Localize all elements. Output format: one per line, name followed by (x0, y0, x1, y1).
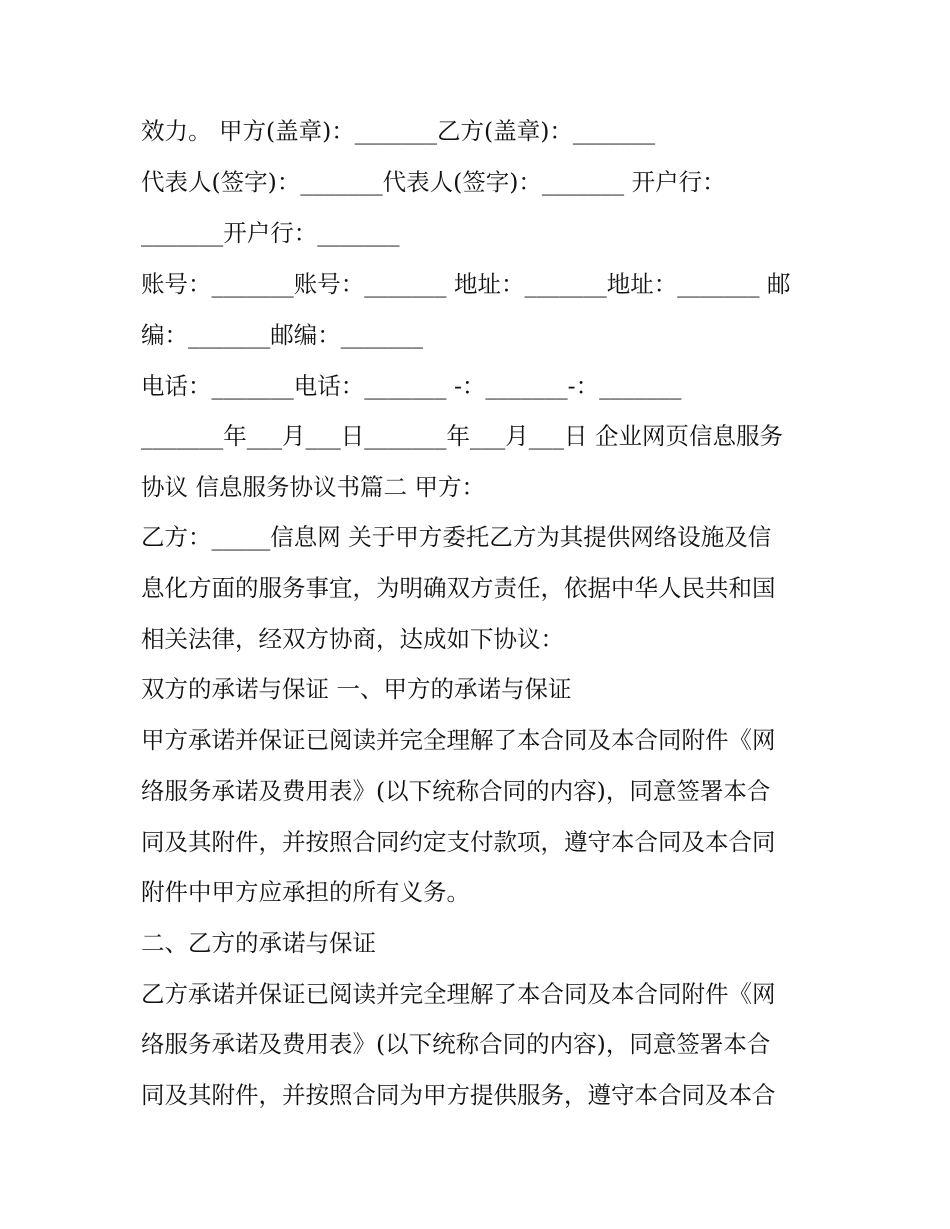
text-line: 双方的承诺与保证 一、甲方的承诺与保证 (141, 675, 572, 703)
text-line: 代表人(签字)：_______代表人(签字)：_______ 开户行： (141, 168, 726, 196)
text-line: 附件中甲方应承担的所有义务。 (141, 878, 470, 906)
text-line: 相关法律，经双方协商，达成如下协议： (141, 625, 564, 653)
text-line: 电话：_______电话：_______ -：_______-：_______ (141, 372, 682, 400)
text-line: _______开户行：_______ (141, 219, 400, 247)
text-line: 账号：_______账号：_______ 地址：_______地址：_______ 邮 (141, 270, 791, 298)
text-line: 络服务承诺及费用表》(以下统称合同的内容)，同意签署本合 (141, 1030, 771, 1058)
text-line: 协议 信息服务协议书篇二 甲方： (141, 473, 485, 501)
text-line: 络服务承诺及费用表》(以下统称合同的内容)，同意签署本合 (141, 777, 771, 805)
text-line: 乙方承诺并保证已阅读并完全理解了本合同及本合同附件《网 (141, 980, 776, 1008)
text-line: 效力。 甲方(盖章)：_______乙方(盖章)：_______ (141, 117, 656, 145)
text-line: 编：_______邮编：_______ (141, 321, 423, 349)
text-line: 二、乙方的承诺与保证 (141, 929, 376, 957)
text-line: 甲方承诺并保证已阅读并完全理解了本合同及本合同附件《网 (141, 726, 776, 754)
text-line: 乙方：_____信息网 关于甲方委托乙方为其提供网络设施及信 (141, 523, 772, 551)
text-line: _______年___月___日_______年___月___日 企业网页信息服务 (141, 422, 783, 450)
text-line: 息化方面的服务事宜，为明确双方责任，依据中华人民共和国 (141, 574, 776, 602)
text-line: 同及其附件，并按照合同约定支付款项，遵守本合同及本合同 (141, 828, 776, 856)
text-line: 同及其附件，并按照合同为甲方提供服务，遵守本合同及本合 (141, 1081, 776, 1109)
